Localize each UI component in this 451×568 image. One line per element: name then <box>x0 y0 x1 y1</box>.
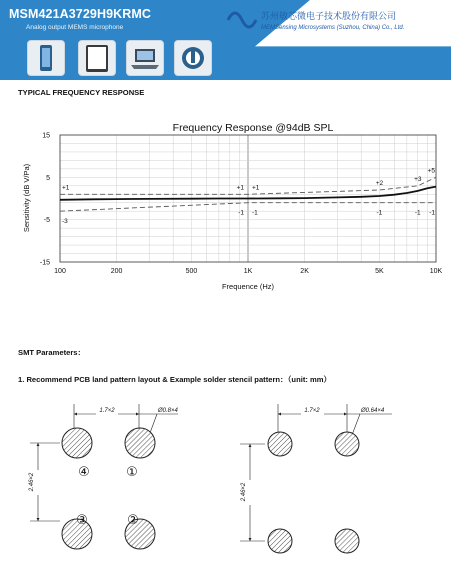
company-logo-icon <box>226 4 258 36</box>
land-pattern-heading: 1. Recommend PCB land pattern layout & Example solder stencil pattern：（unit: mm） <box>18 375 332 384</box>
y-axis-label: Sensitivity (dB V/Pa) <box>22 163 31 233</box>
smt-heading: SMT Parameters： <box>18 348 86 357</box>
pitch-x-left: 1.7×2 <box>99 408 115 414</box>
tolerance-label: +3 <box>414 175 422 183</box>
land-pattern-left <box>29 404 179 549</box>
pin-label-4: ④ <box>78 464 90 479</box>
tolerance-label: -1 <box>252 209 258 217</box>
x-axis-label: Frequence (Hz) <box>221 282 275 291</box>
stencil-pad-4 <box>268 432 292 456</box>
pitch-x-right: 1.7×2 <box>304 408 320 414</box>
pad-dia-right: Ø0.64×4 <box>361 408 385 414</box>
company-name-en: MEMSensing Microsystems (Suzhou, China) Co., Ltd. <box>261 25 405 31</box>
pin-label-1: ① <box>126 464 138 479</box>
phone-icon <box>27 40 65 76</box>
x-tick-label: 100 <box>54 268 66 275</box>
y-tick-label: -5 <box>43 217 50 225</box>
pad-4 <box>62 428 92 458</box>
frequency-heading: TYPICAL FREQUENCY RESPONSE <box>18 88 145 97</box>
pad-1 <box>125 428 155 458</box>
tolerance-label: -1 <box>414 209 421 217</box>
land-pattern-right <box>240 404 392 553</box>
tolerance-label: -3 <box>62 218 68 226</box>
company-name-cn: 苏州敏芯微电子技术股份有限公司 <box>261 12 397 22</box>
stencil-pad-1 <box>335 432 359 456</box>
tolerance-label: +2 <box>375 180 384 188</box>
tolerance-label: +5 <box>427 167 435 175</box>
pitch-y-left: 2.46×2 <box>29 472 35 492</box>
chart-title: Frequency Response @94dB SPL <box>172 122 334 134</box>
pin-label-3: ③ <box>76 512 88 527</box>
y-tick-label: 5 <box>46 174 50 182</box>
x-tick-label: 2K <box>300 268 309 275</box>
tolerance-label: -1 <box>376 209 383 217</box>
y-tick-label: -15 <box>39 259 50 267</box>
pin-label-2: ② <box>127 512 139 527</box>
y-tick-label: 15 <box>42 132 50 140</box>
tolerance-label: -1 <box>429 209 435 217</box>
stencil-pad-2 <box>335 529 359 553</box>
land-pattern-drawing <box>0 395 451 568</box>
product-subtitle: Analog output MEMS microphone <box>26 24 124 31</box>
tablet-icon <box>78 40 116 76</box>
x-tick-label: 10K <box>429 268 443 275</box>
tolerance-label: -1 <box>238 209 244 217</box>
tolerance-label: +1 <box>236 184 244 192</box>
stencil-pad-3 <box>268 529 292 553</box>
tolerance-label: +1 <box>62 184 70 192</box>
x-tick-label: 1K <box>243 268 253 275</box>
x-tick-label: 500 <box>185 268 198 275</box>
frequency-response-chart <box>0 110 451 300</box>
laptop-icon <box>126 40 164 76</box>
headset-icon <box>174 40 212 76</box>
pitch-y-right: 2.46×2 <box>241 482 247 502</box>
pad-dia-left: Ø0.8×4 <box>158 408 178 414</box>
product-title: MSM421A3729H9KRMC <box>9 7 152 21</box>
x-tick-label: 5K <box>375 268 384 275</box>
tolerance-label: +1 <box>252 184 260 192</box>
x-tick-label: 200 <box>110 268 123 275</box>
